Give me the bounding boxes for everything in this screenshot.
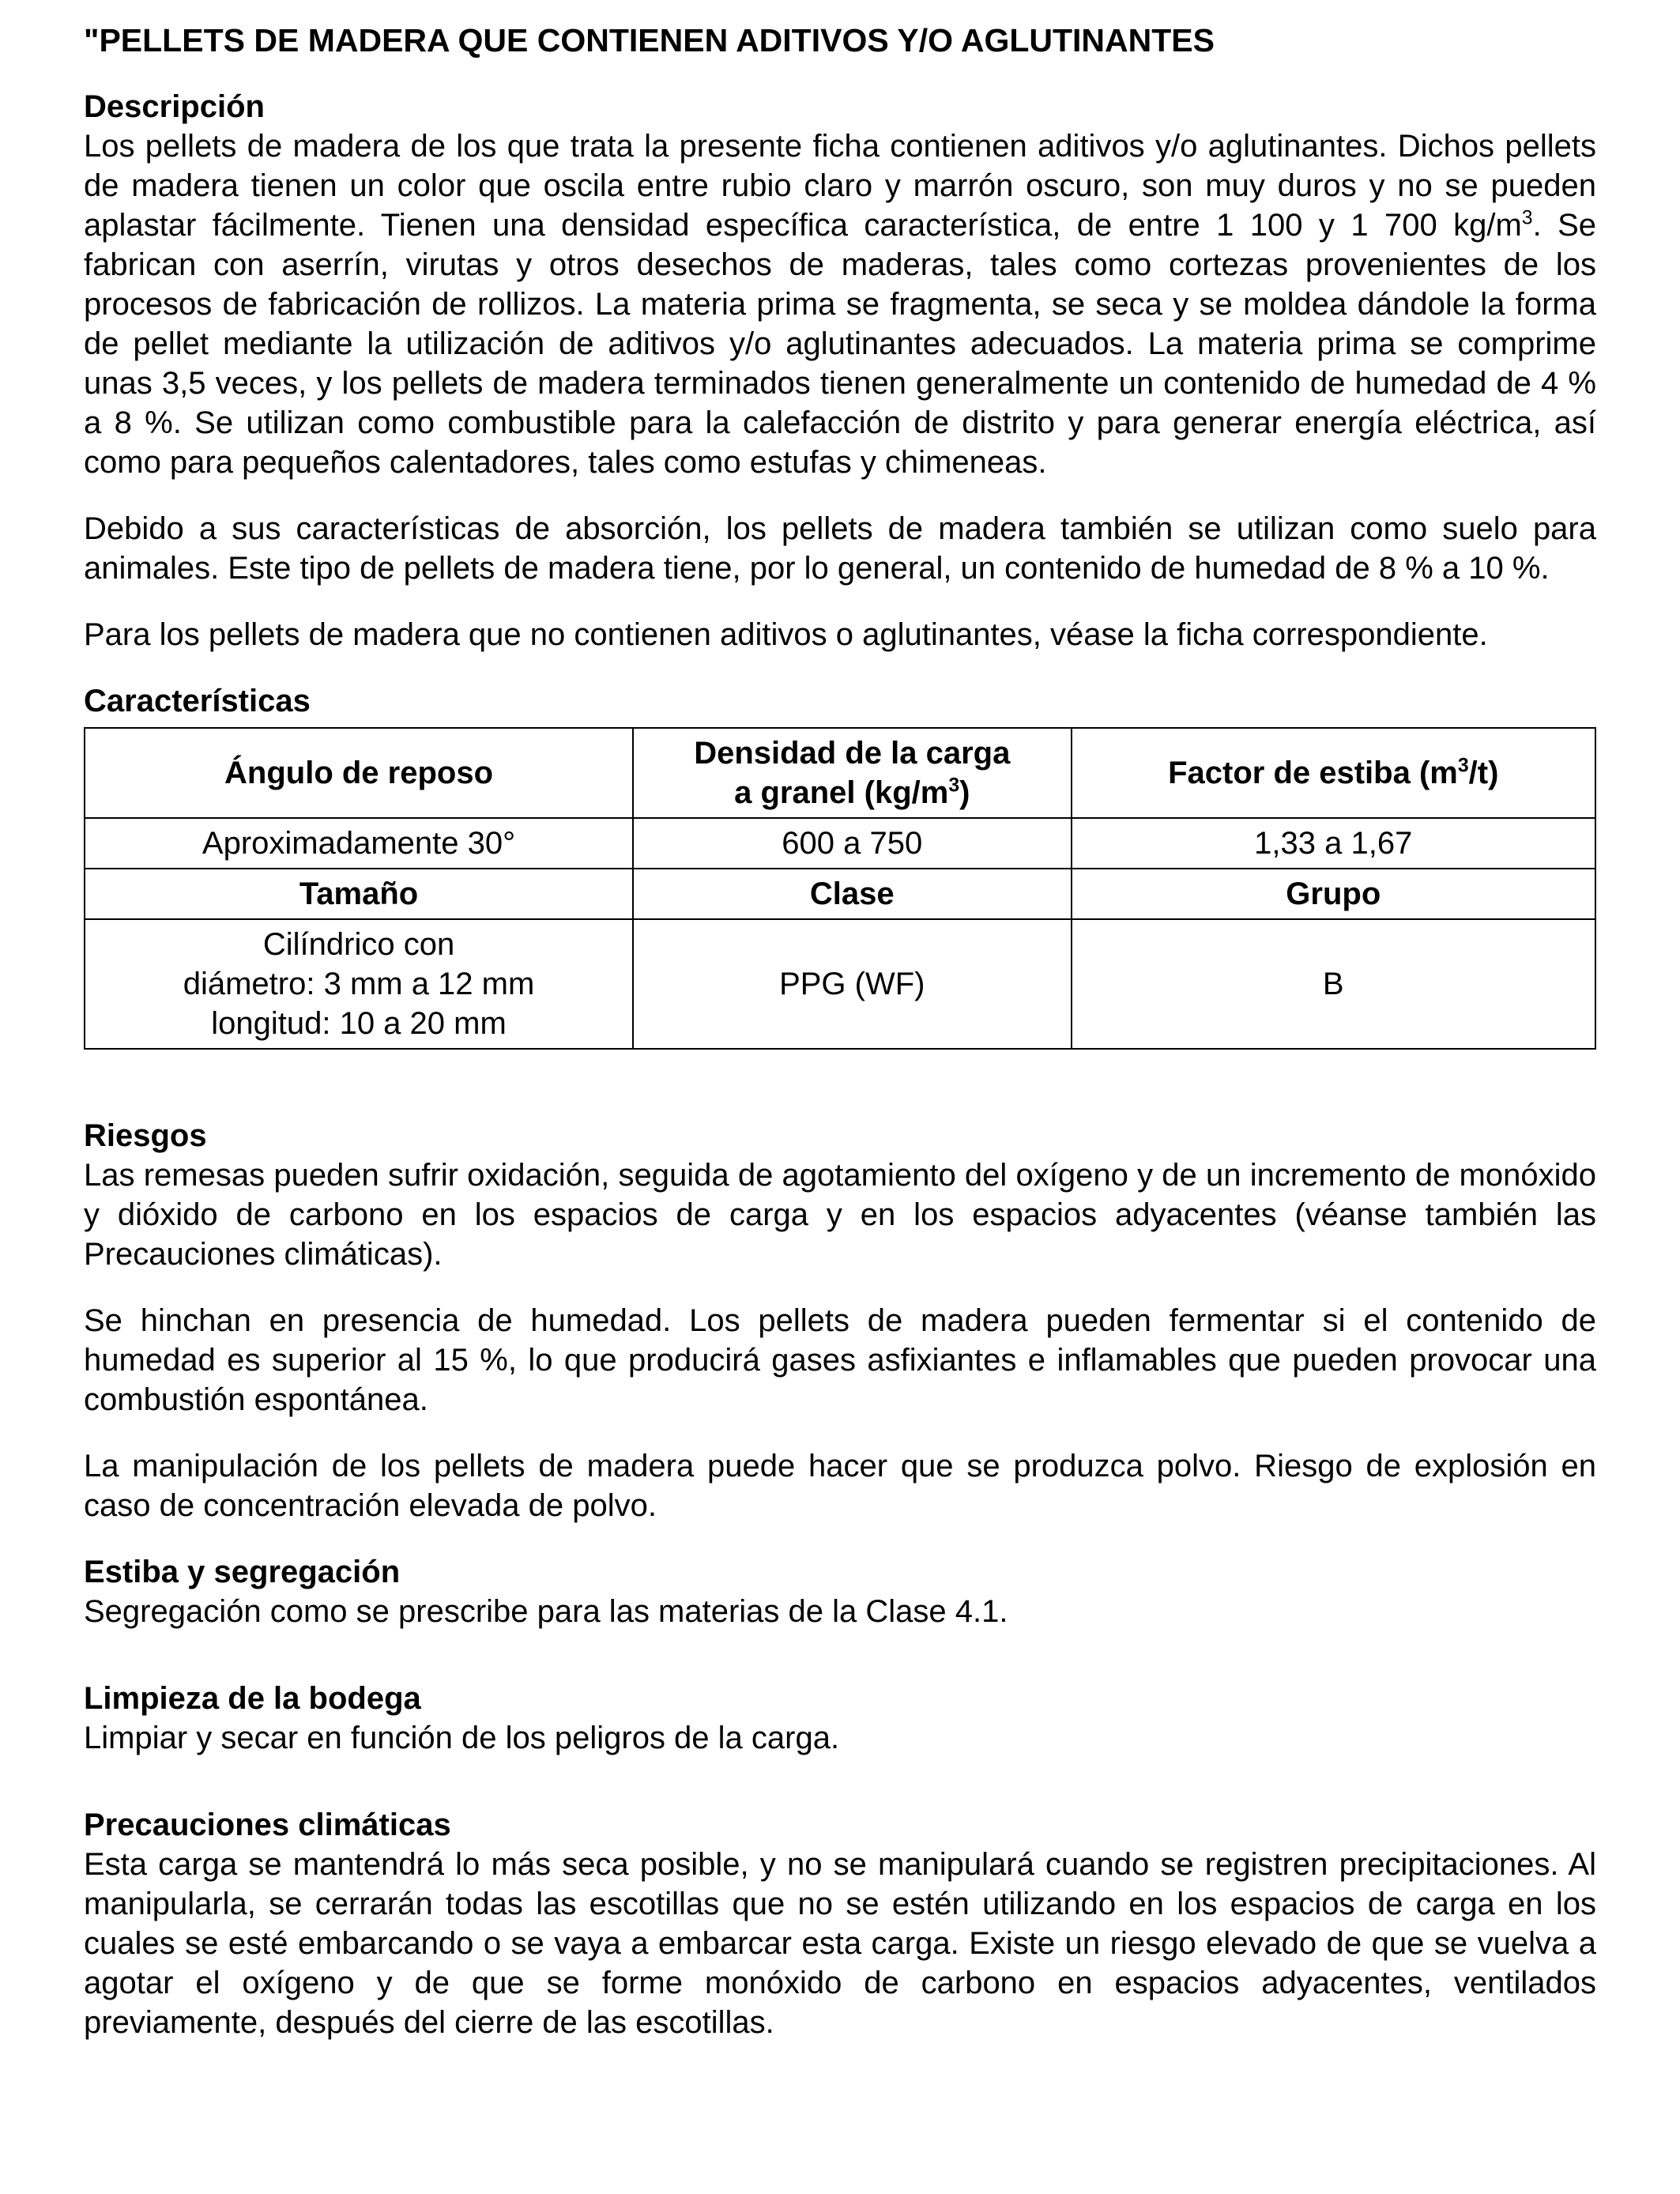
text-run: Densidad de la carga (694, 736, 1011, 771)
text-run: Los pellets de madera de los que trata la presente ficha contienen aditivos y/o aglutinantes. Dichos pellets de madera tienen un color que oscila entre rubio claro y marrón oscuro, son muy duros y no se pueden aplastar fácilmente. Tienen una densidad específica característica, de entre 1 100 y 1 700 kg/m (84, 129, 1596, 243)
estiba-paragraph-1: Segregación como se prescribe para las materias de la Clase 4.1. (84, 1594, 1008, 1629)
text-run: diámetro: 3 mm a 12 mm (183, 967, 535, 1001)
section-estiba-y-segregacion (84, 1552, 1596, 1631)
cell-clase-valor: PPG (WF) (633, 919, 1071, 1049)
descripcion-paragraph-1 (84, 126, 1596, 482)
heading-limpieza: Limpieza de la bodega (84, 1681, 421, 1716)
table-header-factor-estiba (1072, 728, 1595, 818)
cell-factor-valor: 1,33 a 1,67 (1072, 818, 1595, 869)
section-precauciones-climaticas (84, 1805, 1596, 2042)
text-run: Factor de estiba (m (1168, 756, 1458, 790)
text-run: a granel (kg/m (734, 775, 949, 810)
riesgos-paragraph-2: Se hinchan en presencia de humedad. Los pellets de madera pueden fermentar si el contenido de humedad es superior al 15 %, lo que producirá gases asfixiantes e inflamables que pueden provocar una combustión espontánea. (84, 1303, 1596, 1417)
caracteristicas-table (84, 727, 1596, 1050)
table-header-row-2 (85, 869, 1595, 919)
text-run: . Se fabrican con aserrín, virutas y otros desechos de maderas, tales como cortezas provenientes de los procesos de fabricación de rollizos. La materia prima se fragmenta, se seca y se moldea dándole la forma de pellet mediante la utilización de aditivos y/o aglutinantes adecuados. La materia prima se comprime unas 3,5 veces, y los pellets de madera terminados tienen generalmente un contenido de humedad de 4 % a 8 %. Se utilizan como combustible para la calefacción de distrito y para generar energía eléctrica, así como para pequeños calentadores, tales como estufas y chimeneas. (84, 208, 1596, 480)
text-run: longitud: 10 a 20 mm (211, 1006, 507, 1041)
section-riesgos (84, 1116, 1596, 1525)
cell-grupo-valor: B (1072, 919, 1595, 1049)
text-run: ) (959, 775, 970, 810)
heading-estiba: Estiba y segregación (84, 1555, 401, 1589)
table-header-densidad (633, 728, 1071, 818)
descripcion-paragraph-2: Debido a sus características de absorción, los pellets de madera también se utilizan como suelo para animales. Este tipo de pellets de madera tiene, por lo general, un contenido de humedad de 8 % a 10 %. (84, 511, 1596, 586)
superscript: 3 (948, 775, 960, 797)
precauciones-paragraph-1: Esta carga se mantendrá lo más seca posible, y no se manipulará cuando se registren precipitaciones. Al manipularla, se cerrarán todas las escotillas que no se estén utilizando en los espacios de carga en los cuales se esté embarcando o se vaya a embarcar esta carga. Existe un riesgo elevado de que se vuelva a agotar el oxígeno y de que se forme monóxido de carbono en espacios adyacentes, ventilados previamente, después del cierre de las escotillas. (84, 1847, 1596, 2040)
table-header-clase: Clase (633, 869, 1071, 919)
limpieza-paragraph-1: Limpiar y secar en función de los peligros de la carga. (84, 1721, 840, 1755)
superscript: 3 (1457, 755, 1469, 777)
table-header-tamano: Tamaño (85, 869, 633, 919)
heading-caracteristicas: Características (84, 684, 311, 718)
text-run: Cilíndrico con (262, 927, 455, 962)
table-data-row-2 (85, 919, 1595, 1049)
heading-precauciones: Precauciones climáticas (84, 1808, 451, 1842)
section-caracteristicas (84, 681, 1596, 1050)
table-header-grupo: Grupo (1072, 869, 1595, 919)
cell-angulo-valor: Aproximadamente 30° (85, 818, 633, 869)
superscript: 3 (1521, 207, 1533, 229)
table-header-row-1 (85, 728, 1595, 818)
riesgos-paragraph-1: Las remesas pueden sufrir oxidación, seguida de agotamiento del oxígeno y de un incremento de monóxido y dióxido de carbono en los espacios de carga y en los espacios adyacentes (véanse también las Precauciones climáticas). (84, 1158, 1596, 1272)
cell-densidad-valor: 600 a 750 (633, 818, 1071, 869)
heading-riesgos: Riesgos (84, 1118, 207, 1153)
cell-tamano-valor (85, 919, 633, 1049)
text-run: /t) (1468, 756, 1499, 790)
table-data-row-1 (85, 818, 1595, 869)
descripcion-paragraph-3: Para los pellets de madera que no contienen aditivos o aglutinantes, véase la ficha correspondiente. (84, 617, 1488, 652)
heading-descripcion: Descripción (84, 89, 265, 124)
section-descripcion (84, 87, 1596, 654)
section-limpieza-de-la-bodega (84, 1679, 1596, 1758)
table-header-angulo-de-reposo: Ángulo de reposo (85, 728, 633, 818)
riesgos-paragraph-3: La manipulación de los pellets de madera puede hacer que se produzca polvo. Riesgo de explosión en caso de concentración elevada de polvo. (84, 1449, 1596, 1523)
document-title: "PELLETS DE MADERA QUE CONTIENEN ADITIVOS Y/O AGLUTINANTES (84, 22, 1215, 58)
